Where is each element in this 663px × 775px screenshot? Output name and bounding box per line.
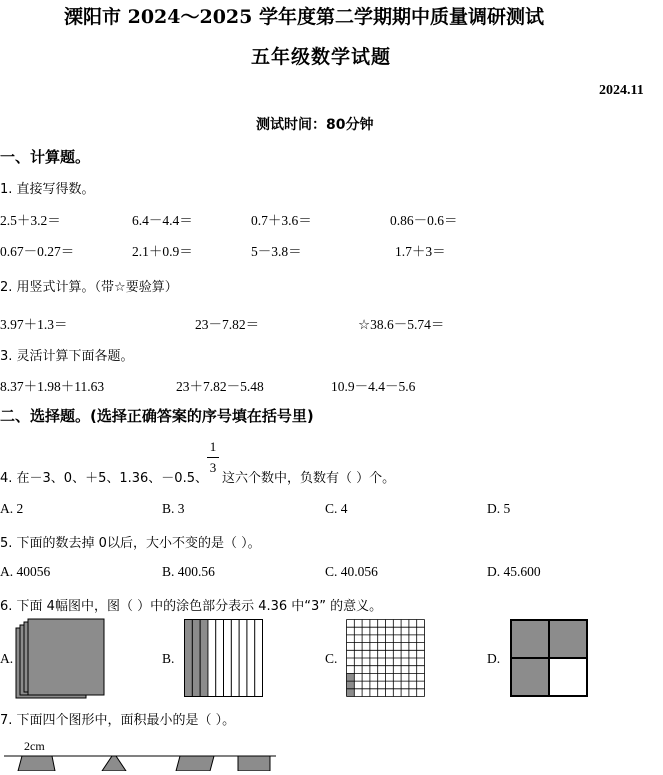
q1-item: 6.4－4.4＝ — [132, 213, 193, 228]
q6-figure-d-quarters[interactable] — [510, 619, 588, 697]
fraction-bar — [207, 457, 219, 458]
exam-title: 溧阳市 2024～2025 学年度第二学期期中质量调研测试 — [64, 6, 544, 28]
q3-item: 8.37＋1.98＋11.63 — [0, 379, 105, 394]
q1-item: 5－3.8＝ — [251, 244, 302, 259]
q5-option-d[interactable]: D. 45.600 — [487, 564, 541, 579]
section1-heading: 一、计算题。 — [0, 148, 91, 166]
q4-option-a[interactable]: A. 2 — [0, 501, 24, 516]
q6-option-a-label[interactable]: A. — [0, 651, 14, 666]
section2-heading: 二、选择题。(选择正确答案的序号填在括号里) — [0, 407, 314, 425]
fraction-denominator: 3 — [209, 460, 217, 475]
q1-item: 0.67－0.27＝ — [0, 244, 75, 259]
q1-label: 1. 直接写得数。 — [0, 182, 95, 197]
q3-label: 3. 灵活计算下面各题。 — [0, 349, 134, 364]
q1-item: 2.1＋0.9＝ — [132, 244, 193, 259]
q6-option-b-label[interactable]: B. — [162, 651, 175, 666]
q7-figures — [0, 752, 290, 771]
q6-option-c-label[interactable]: C. — [325, 651, 338, 666]
q1-item: 0.7＋3.6＝ — [251, 213, 312, 228]
q6-option-d-label[interactable]: D. — [487, 651, 501, 666]
q4-option-d[interactable]: D. 5 — [487, 501, 511, 516]
q7-dimension-label: 2cm — [24, 739, 45, 753]
q4-fraction — [207, 439, 219, 476]
fraction-numerator: 1 — [209, 439, 217, 454]
q1-item: 1.7＋3＝ — [395, 244, 446, 259]
q2-item: 23－7.82＝ — [195, 317, 260, 332]
q5-label: 5. 下面的数去掉 0以后，大小不变的是（ ）。 — [0, 536, 261, 551]
q4-option-b[interactable]: B. 3 — [162, 501, 185, 516]
q2-item: ☆38.6－5.74＝ — [358, 317, 445, 332]
q6-figure-b-tenths-strip[interactable] — [184, 619, 264, 697]
q6-label: 6. 下面 4幅图中，图（ ）中的涂色部分表示 4.36 中“3” 的意义。 — [0, 599, 383, 614]
q2-label: 2. 用竖式计算。（带☆要验算） — [0, 280, 178, 295]
q2-item: 3.97＋1.3＝ — [0, 317, 68, 332]
q4-prefix: 4. 在－3、0、＋5、1.36、－0.5、 — [0, 471, 208, 486]
exam-subtitle: 五年级数学试题 — [251, 46, 392, 68]
q7-label: 7. 下面四个图形中，面积最小的是（ ）。 — [0, 713, 236, 728]
q3-item: 23＋7.82－5.48 — [176, 379, 264, 394]
q5-option-a[interactable]: A. 40056 — [0, 564, 51, 579]
grid-shaded-cells — [347, 673, 355, 696]
q4-suffix: 这六个数中，负数有（ ）个。 — [222, 471, 396, 486]
exam-date: 2024.11 — [599, 83, 644, 98]
q5-option-c[interactable]: C. 40.056 — [325, 564, 378, 579]
q5-option-b[interactable]: B. 400.56 — [162, 564, 215, 579]
exam-time: 测试时间：80分钟 — [256, 117, 374, 133]
q4-option-c[interactable]: C. 4 — [325, 501, 348, 516]
q1-item: 0.86－0.6＝ — [390, 213, 458, 228]
q1-item: 2.5＋3.2＝ — [0, 213, 61, 228]
q6-figure-c-hundredths-grid[interactable] — [346, 619, 426, 697]
q6-figure-a-stacked-squares[interactable] — [14, 618, 109, 700]
q3-item: 10.9－4.4－5.6 — [331, 379, 416, 394]
